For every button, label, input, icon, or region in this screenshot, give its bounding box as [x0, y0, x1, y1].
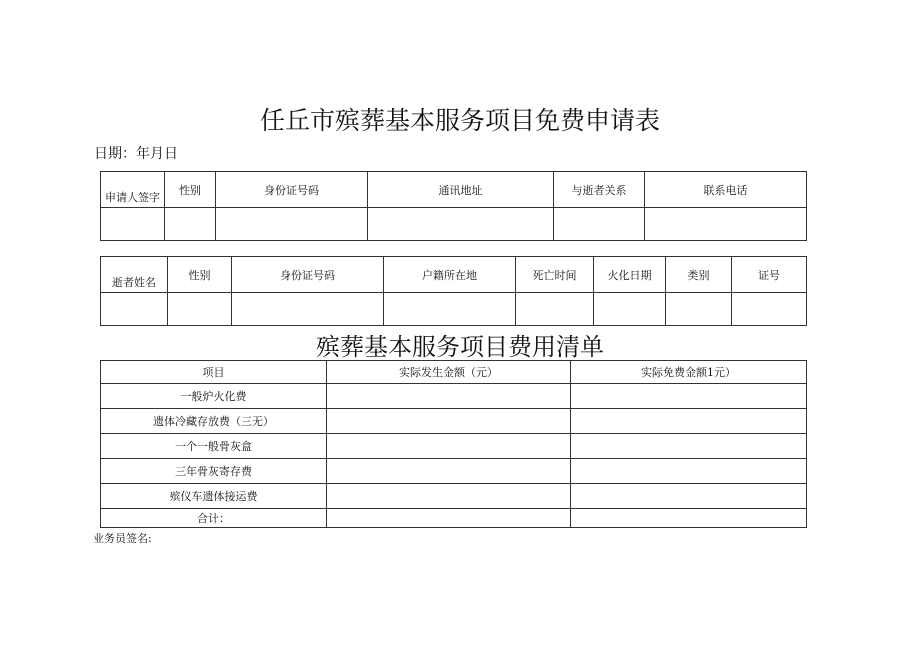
form-title: 任丘市殡葬基本服务项目免费申请表	[259, 106, 660, 135]
fee-actual-amount-cell[interactable]	[327, 409, 571, 434]
fee-item-label: 三年骨灰寄存费	[101, 459, 327, 484]
deceased-cremation-date-cell[interactable]	[594, 293, 666, 326]
table-row	[101, 509, 807, 528]
fee-item-label: 殡仪车遗体接运费	[101, 484, 327, 509]
deceased-category-header: 类别	[666, 257, 732, 293]
applicant-relation-header: 与逝者关系	[554, 172, 645, 208]
fee-actual-amount-cell[interactable]	[327, 484, 571, 509]
fee-total-free-cell[interactable]	[571, 509, 807, 528]
applicant-id-number-header: 身份证号码	[216, 172, 368, 208]
fee-free-amount-header: 实际免费金额1元）	[571, 361, 807, 384]
table-row	[101, 459, 807, 484]
table-row	[101, 434, 807, 459]
deceased-name-cell[interactable]	[101, 293, 168, 326]
applicant-signature-header: 申请人签字	[101, 172, 165, 208]
deceased-household-cell[interactable]	[384, 293, 516, 326]
deceased-cremation-date-header: 火化日期	[594, 257, 666, 293]
fee-actual-amount-cell[interactable]	[327, 434, 571, 459]
applicant-signature-cell[interactable]	[101, 208, 165, 241]
deceased-gender-cell[interactable]	[168, 293, 232, 326]
applicant-gender-cell[interactable]	[165, 208, 216, 241]
fee-item-label: 一般炉火化费	[101, 384, 327, 409]
deceased-certificate-header: 证号	[732, 257, 807, 293]
deceased-category-cell[interactable]	[666, 293, 732, 326]
fee-list-title: 殡葬基本服务项目费用清单	[316, 333, 604, 361]
deceased-death-time-header: 死亡时间	[516, 257, 594, 293]
fee-total-actual-cell[interactable]	[327, 509, 571, 528]
fee-actual-amount-header: 实际发生金额（元）	[327, 361, 571, 384]
applicant-table	[100, 171, 807, 241]
deceased-certificate-cell[interactable]	[732, 293, 807, 326]
fee-item-label: 一个一般骨灰盒	[101, 434, 327, 459]
fee-item-header: 项目	[101, 361, 327, 384]
applicant-phone-cell[interactable]	[645, 208, 807, 241]
deceased-table	[100, 256, 807, 326]
fee-total-label: 合计：	[101, 509, 327, 528]
clerk-signature-label: 业务员签名:	[93, 532, 152, 545]
applicant-id-number-cell[interactable]	[216, 208, 368, 241]
fee-actual-amount-cell[interactable]	[327, 384, 571, 409]
date-label: 日期：年月日	[94, 146, 178, 162]
applicant-phone-header: 联系电话	[645, 172, 807, 208]
fee-free-amount-cell[interactable]	[571, 409, 807, 434]
fee-item-label: 遗体冷藏存放费（三无）	[101, 409, 327, 434]
applicant-relation-cell[interactable]	[554, 208, 645, 241]
fee-actual-amount-cell[interactable]	[327, 459, 571, 484]
fee-free-amount-cell[interactable]	[571, 384, 807, 409]
deceased-id-number-header: 身份证号码	[232, 257, 384, 293]
table-row	[101, 484, 807, 509]
applicant-address-cell[interactable]	[368, 208, 554, 241]
deceased-death-time-cell[interactable]	[516, 293, 594, 326]
applicant-gender-header: 性别	[165, 172, 216, 208]
fee-free-amount-cell[interactable]	[571, 459, 807, 484]
deceased-name-header: 逝者姓名	[101, 257, 168, 293]
applicant-address-header: 通讯地址	[368, 172, 554, 208]
deceased-gender-header: 性别	[168, 257, 232, 293]
deceased-household-header: 户籍所在地	[384, 257, 516, 293]
table-row	[101, 384, 807, 409]
fee-free-amount-cell[interactable]	[571, 484, 807, 509]
deceased-id-number-cell[interactable]	[232, 293, 384, 326]
fee-table	[100, 360, 807, 528]
table-row	[101, 409, 807, 434]
fee-free-amount-cell[interactable]	[571, 434, 807, 459]
